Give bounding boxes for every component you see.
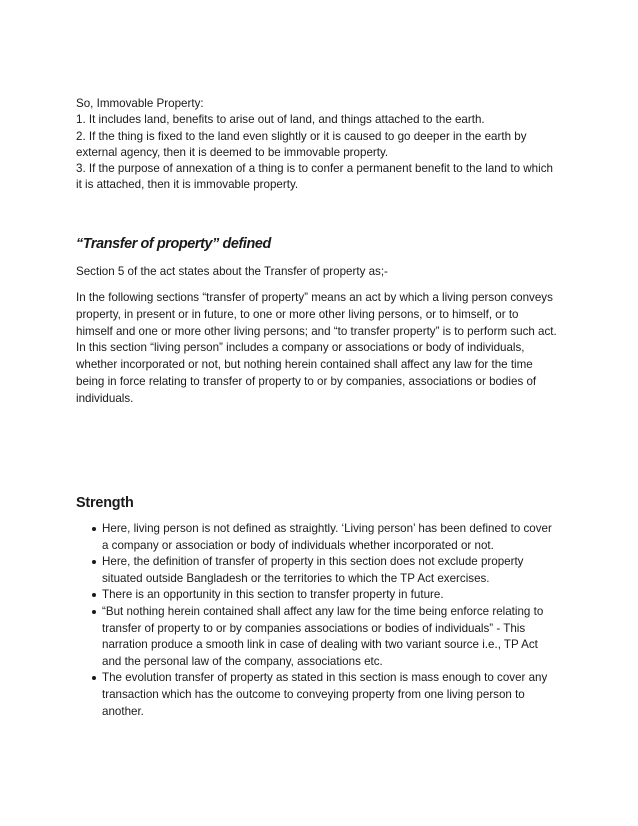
intro-line: So, Immovable Property: bbox=[76, 97, 204, 110]
definition-line: In the following sections “transfer of property” means an act by which a living person conveys bbox=[76, 291, 553, 304]
definition-line: whether incorporated or not, but nothing herein contained shall affect any law for the time bbox=[76, 358, 533, 372]
list-item: “But nothing herein contained shall affect any law for the time being enforce relating to transfer of property to or by companies associations or bodies of individuals” - This narration produce a smooth link in case of dealing with two variant source i.e., TP Act and the personal law of the company, associations etc. bbox=[76, 604, 566, 670]
bullet-icon bbox=[92, 527, 96, 531]
bullet-icon bbox=[92, 593, 96, 597]
intro-line: it is attached, then it is immovable property. bbox=[76, 178, 299, 192]
list-item: The evolution transfer of property as stated in this section is mass enough to cover any transaction which has the outcome to conveying property from one living person to another. bbox=[76, 670, 566, 720]
transfer-heading: “Transfer of property” defined bbox=[76, 236, 271, 252]
list-item: Here, living person is not defined as straightly. ‘Living person’ has been defined to cover a company or association or body of individuals whether incorporated or not. bbox=[76, 521, 566, 554]
definition-line: being in force relating to transfer of property to or by companies, associations or bodies of bbox=[76, 374, 537, 388]
intro-line: 2. If the thing is fixed to the land even slightly or it is caused to go deeper in the earth by bbox=[76, 129, 527, 143]
intro-line: external agency, then it is deemed to be immovable property. bbox=[76, 145, 389, 159]
strength-heading: Strength bbox=[76, 495, 134, 511]
intro-paragraph bbox=[76, 96, 576, 194]
bullet-icon bbox=[92, 560, 96, 564]
transfer-lead-text: Section 5 of the act states about the Transfer of property as;- bbox=[76, 265, 388, 278]
intro-line: 3. If the purpose of annexation of a thing is to confer a permanent benefit to the land to which bbox=[76, 162, 553, 176]
definition-line: individuals. bbox=[76, 391, 134, 405]
list-item: There is an opportunity in this section to transfer property in future. bbox=[76, 587, 566, 604]
bullet-icon bbox=[92, 610, 96, 614]
definition-line: himself and one or more other living persons; and “to transfer property” is to perform such act. bbox=[76, 324, 557, 338]
strength-list bbox=[76, 521, 566, 720]
definition-line: In this section “living person” includes a company or associations or body of individuals, bbox=[76, 341, 525, 355]
definition-line: property, in present or in future, to one or more other living persons, or to himself, or to bbox=[76, 307, 519, 321]
bullet-icon bbox=[92, 676, 96, 680]
transfer-lead bbox=[76, 264, 576, 280]
transfer-definition bbox=[76, 290, 576, 408]
list-item: Here, the definition of transfer of property in this section does not exclude property situated outside Bangladesh or the territories to which the TP Act exercises. bbox=[76, 554, 566, 587]
intro-line: 1. It includes land, benefits to arise out of land, and things attached to the earth. bbox=[76, 113, 485, 127]
